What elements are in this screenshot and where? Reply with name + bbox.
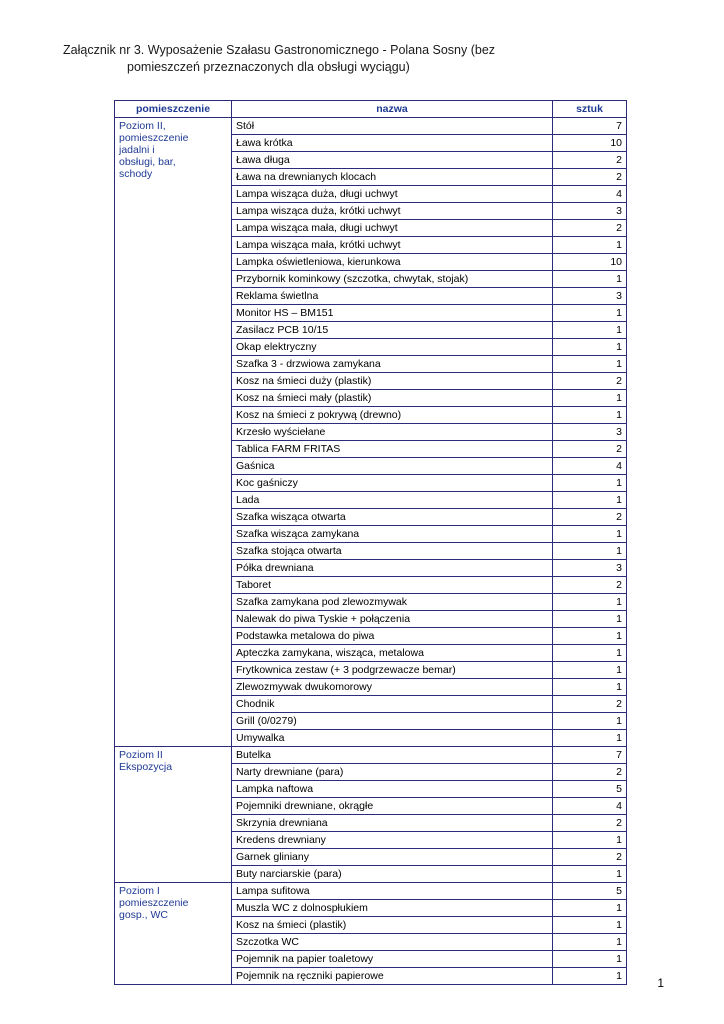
item-name-cell: Kredens drewniany (232, 832, 553, 849)
item-name-cell: Muszla WC z dolnospłukiem (232, 900, 553, 917)
item-name-cell: Pojemnik na papier toaletowy (232, 951, 553, 968)
item-qty-cell: 5 (553, 883, 627, 900)
item-name-cell: Grill (0/0279) (232, 713, 553, 730)
item-name-cell: Butelka (232, 747, 553, 764)
item-name-cell: Podstawka metalowa do piwa (232, 628, 553, 645)
item-qty-cell: 1 (553, 730, 627, 747)
item-qty-cell: 2 (553, 441, 627, 458)
item-qty-cell: 1 (553, 305, 627, 322)
item-qty-cell: 2 (553, 220, 627, 237)
item-qty-cell: 1 (553, 662, 627, 679)
item-name-cell: Półka drewniana (232, 560, 553, 577)
item-qty-cell: 1 (553, 356, 627, 373)
item-name-cell: Kosz na śmieci mały (plastik) (232, 390, 553, 407)
column-header-qty: sztuk (553, 101, 627, 118)
item-qty-cell: 7 (553, 747, 627, 764)
room-cell (115, 118, 232, 747)
item-name-cell: Ława długa (232, 152, 553, 169)
item-qty-cell: 3 (553, 288, 627, 305)
item-name-cell: Gaśnica (232, 458, 553, 475)
item-name-cell: Reklama świetlna (232, 288, 553, 305)
item-qty-cell: 1 (553, 968, 627, 985)
item-name-cell: Szafka 3 - drzwiowa zamykana (232, 356, 553, 373)
item-name-cell: Koc gaśniczy (232, 475, 553, 492)
item-name-cell: Kosz na śmieci duży (plastik) (232, 373, 553, 390)
item-name-cell: Szafka wisząca otwarta (232, 509, 553, 526)
item-name-cell: Szczotka WC (232, 934, 553, 951)
item-name-cell: Lampa wisząca mała, długi uchwyt (232, 220, 553, 237)
item-name-cell: Szafka stojąca otwarta (232, 543, 553, 560)
title-line-2: pomieszczeń przeznaczonych dla obsługi wyciągu) (127, 60, 410, 74)
column-header-name: nazwa (232, 101, 553, 118)
item-qty-cell: 1 (553, 271, 627, 288)
column-header-room: pomieszczenie (115, 101, 232, 118)
item-qty-cell: 1 (553, 237, 627, 254)
item-qty-cell: 1 (553, 917, 627, 934)
item-name-cell: Lampka naftowa (232, 781, 553, 798)
item-name-cell: Tablica FARM FRITAS (232, 441, 553, 458)
room-label-line: Ekspozycja (119, 761, 173, 773)
item-name-cell: Przybornik kominkowy (szczotka, chwytak, stojak) (232, 271, 553, 288)
room-label-line: obsługi, bar, (119, 156, 176, 168)
item-name-cell: Pojemnik na ręczniki papierowe (232, 968, 553, 985)
item-name-cell: Krzesło wyściełane (232, 424, 553, 441)
item-name-cell: Garnek gliniany (232, 849, 553, 866)
room-label-line: gosp., WC (119, 909, 169, 921)
item-qty-cell: 4 (553, 186, 627, 203)
page-title (60, 42, 664, 76)
item-qty-cell: 10 (553, 135, 627, 152)
item-qty-cell: 1 (553, 679, 627, 696)
item-qty-cell: 2 (553, 849, 627, 866)
item-name-cell: Apteczka zamykana, wisząca, metalowa (232, 645, 553, 662)
item-qty-cell: 1 (553, 866, 627, 883)
item-name-cell: Stół (232, 118, 553, 135)
item-qty-cell: 2 (553, 696, 627, 713)
room-label-line: schody (119, 168, 153, 180)
item-qty-cell: 1 (553, 628, 627, 645)
room-label-line: pomieszczenie (119, 897, 189, 909)
item-name-cell: Taboret (232, 577, 553, 594)
item-qty-cell: 4 (553, 458, 627, 475)
item-qty-cell: 1 (553, 900, 627, 917)
room-cell (115, 883, 232, 985)
item-qty-cell: 1 (553, 543, 627, 560)
item-name-cell: Umywalka (232, 730, 553, 747)
item-qty-cell: 1 (553, 934, 627, 951)
item-name-cell: Ława krótka (232, 135, 553, 152)
item-name-cell: Chodnik (232, 696, 553, 713)
item-qty-cell: 2 (553, 169, 627, 186)
item-name-cell: Szafka zamykana pod zlewozmywak (232, 594, 553, 611)
room-cell (115, 747, 232, 883)
item-name-cell: Narty drewniane (para) (232, 764, 553, 781)
item-qty-cell: 4 (553, 798, 627, 815)
item-qty-cell: 1 (553, 832, 627, 849)
page-number: 1 (657, 976, 664, 990)
item-name-cell: Ława na drewnianych klocach (232, 169, 553, 186)
item-qty-cell: 2 (553, 373, 627, 390)
item-name-cell: Monitor HS – BM151 (232, 305, 553, 322)
item-qty-cell: 2 (553, 815, 627, 832)
item-name-cell: Lada (232, 492, 553, 509)
table-body (115, 118, 627, 985)
item-qty-cell: 2 (553, 509, 627, 526)
item-qty-cell: 1 (553, 475, 627, 492)
item-qty-cell: 2 (553, 764, 627, 781)
item-name-cell: Pojemniki drewniane, okrągłe (232, 798, 553, 815)
item-name-cell: Zasilacz PCB 10/15 (232, 322, 553, 339)
room-label-line: Poziom II, (119, 120, 166, 132)
room-label-line: jadalni i (119, 144, 155, 156)
item-qty-cell: 1 (553, 407, 627, 424)
table-header (115, 101, 627, 118)
item-qty-cell: 10 (553, 254, 627, 271)
item-qty-cell: 3 (553, 424, 627, 441)
item-name-cell: Lampa wisząca mała, krótki uchwyt (232, 237, 553, 254)
inventory-table (114, 100, 627, 985)
item-qty-cell: 1 (553, 339, 627, 356)
item-qty-cell: 1 (553, 594, 627, 611)
room-label-line: Poziom I (119, 885, 160, 897)
item-name-cell: Zlewozmywak dwukomorowy (232, 679, 553, 696)
item-name-cell: Kosz na śmieci (plastik) (232, 917, 553, 934)
item-qty-cell: 1 (553, 645, 627, 662)
item-name-cell: Frytkownica zestaw (+ 3 podgrzewacze bemar) (232, 662, 553, 679)
item-name-cell: Buty narciarskie (para) (232, 866, 553, 883)
item-qty-cell: 7 (553, 118, 627, 135)
item-name-cell: Skrzynia drewniana (232, 815, 553, 832)
item-name-cell: Lampa wisząca duża, krótki uchwyt (232, 203, 553, 220)
table-row (115, 883, 627, 900)
item-qty-cell: 1 (553, 390, 627, 407)
item-qty-cell: 3 (553, 203, 627, 220)
item-name-cell: Lampa sufitowa (232, 883, 553, 900)
item-qty-cell: 3 (553, 560, 627, 577)
item-qty-cell: 1 (553, 322, 627, 339)
item-qty-cell: 1 (553, 713, 627, 730)
item-qty-cell: 2 (553, 577, 627, 594)
title-line-1: Załącznik nr 3. Wyposażenie Szałasu Gastronomicznego - Polana Sosny (bez (63, 43, 496, 57)
item-name-cell: Szafka wisząca zamykana (232, 526, 553, 543)
item-qty-cell: 5 (553, 781, 627, 798)
item-qty-cell: 1 (553, 526, 627, 543)
table-row (115, 118, 627, 135)
item-qty-cell: 1 (553, 492, 627, 509)
item-name-cell: Kosz na śmieci z pokrywą (drewno) (232, 407, 553, 424)
item-name-cell: Okap elektryczny (232, 339, 553, 356)
item-qty-cell: 1 (553, 951, 627, 968)
item-name-cell: Nalewak do piwa Tyskie + połączenia (232, 611, 553, 628)
item-name-cell: Lampka oświetleniowa, kierunkowa (232, 254, 553, 271)
item-qty-cell: 2 (553, 152, 627, 169)
table-header-row (115, 101, 627, 118)
table-row (115, 747, 627, 764)
room-label-line: Poziom II (119, 749, 163, 761)
item-qty-cell: 1 (553, 611, 627, 628)
room-label-line: pomieszczenie (119, 132, 189, 144)
item-name-cell: Lampa wisząca duża, długi uchwyt (232, 186, 553, 203)
